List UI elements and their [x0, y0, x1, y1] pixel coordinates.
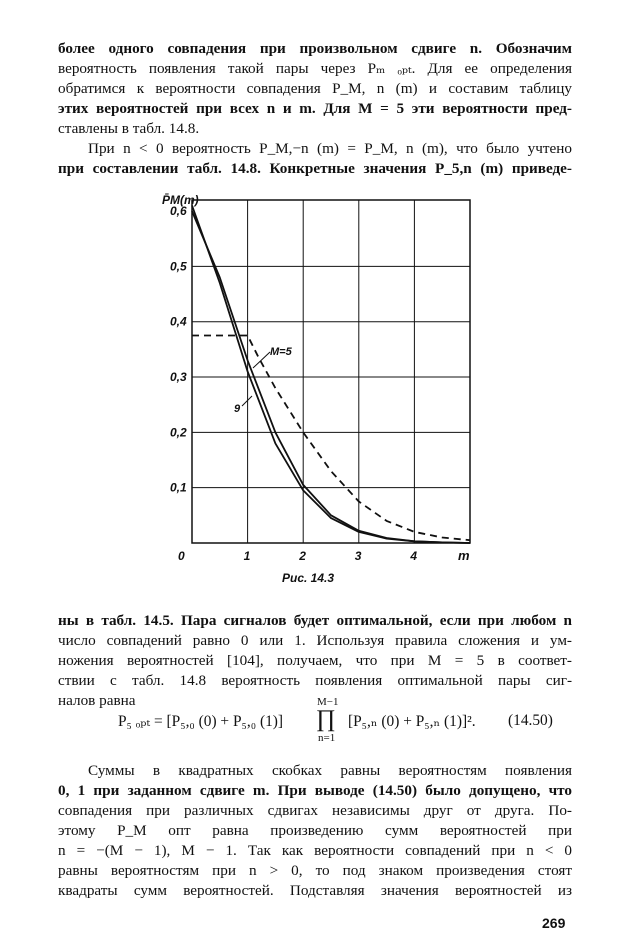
curve-label-9: 9: [234, 403, 241, 415]
text-line: число совпадений равно 0 или 1. Используя правила сложения и ум-: [58, 632, 572, 649]
x-tick-label: 0: [178, 549, 185, 563]
equation-14-50: [118, 696, 578, 746]
x-tick-label: 2: [299, 549, 306, 563]
y-tick-label: 0,5: [170, 259, 187, 274]
x-tick-label: 4: [410, 549, 418, 563]
page-number: 269: [542, 915, 566, 931]
text-line: n = −(M − 1), M − 1. Так как вероятности совпадений при n < 0: [58, 842, 572, 859]
curve-m5-dashed: [192, 336, 470, 541]
y-tick-label: 0,3: [170, 370, 187, 385]
y-tick-label: 0,1: [170, 480, 187, 495]
text-line: При n < 0 вероятность P_M,−n (m) = P_M, n (m), что было учтено: [88, 140, 572, 157]
text-line: Суммы в квадратных скобках равны вероятностям появления: [88, 762, 572, 779]
equation-rhs: [P₅,ₙ (0) + P₅,ₙ (1)]².: [348, 713, 476, 730]
text-line: налов равна: [58, 692, 136, 709]
curve-label-9-leader: [242, 396, 252, 406]
text-line: этих вероятностей при всех n и m. Для M = 5 эти вероятности пред-: [58, 100, 572, 117]
y-axis-label: P̄M(m): [162, 193, 199, 207]
text-line: ставлены в табл. 14.8.: [58, 120, 200, 137]
x-axis-label: m: [458, 548, 470, 563]
text-line: равны вероятностям при n > 0, то под знаком произведения стоят: [58, 862, 572, 879]
text-line: вероятность появления такой пары через Pₘ ₒₚₜ. Для ее определения: [58, 60, 572, 77]
y-tick-label: 0,4: [170, 314, 187, 329]
x-tick-label: 3: [354, 549, 362, 563]
figure-caption: Рис. 14.3: [282, 571, 335, 585]
text-line: квадраты сумм вероятностей. Подставляя значения вероятностей из: [58, 882, 572, 899]
text-line: обратимся к вероятности совпадения P_M, n (m) и составим таблицу: [58, 80, 572, 97]
text-line: ствии с табл. 14.8 вероятность появления оптимальной пары сиг-: [58, 672, 572, 689]
text-line: этому P_M опт равна произведению сумм вероятностей при: [58, 822, 572, 839]
text-line: 0, 1 при заданном сдвиге m. При выводе (14.50) было допущено, что: [58, 782, 572, 799]
curve-label-m5: M=5: [270, 346, 292, 358]
y-tick-label: 0,2: [170, 425, 187, 440]
equation-number: (14.50): [508, 712, 553, 729]
y-tick-label: 0,6: [170, 204, 187, 219]
text-line: совпадения при различных сдвигах независимы друг от друга. По-: [58, 802, 572, 819]
text-line: при составлении табл. 14.8. Конкретные значения P_5,n (m) приведе-: [58, 160, 572, 177]
equation-lhs: P₅ ₒₚₜ = [P₅,₀ (0) + P₅,₀ (1)]: [118, 713, 284, 730]
figure-14-3: [150, 182, 490, 602]
text-line: более одного совпадения при произвольном сдвиге n. Обозначим: [58, 40, 572, 57]
plot-frame: [192, 200, 470, 543]
product-symbol: ∏: [316, 706, 336, 732]
grid: [192, 200, 470, 543]
curve-solid: [192, 206, 470, 544]
text-line: ножения вероятностей [104], получаем, что при M = 5 в соответ-: [58, 652, 572, 669]
equation-prod-bottom: n=1: [318, 732, 336, 744]
curve-label-m5-leader: [253, 352, 270, 368]
x-tick-label: 1: [243, 549, 251, 563]
equation-prod-top: M−1: [317, 696, 339, 708]
text-line: ны в табл. 14.5. Пара сигналов будет оптимальной, если при любом n: [58, 612, 572, 629]
